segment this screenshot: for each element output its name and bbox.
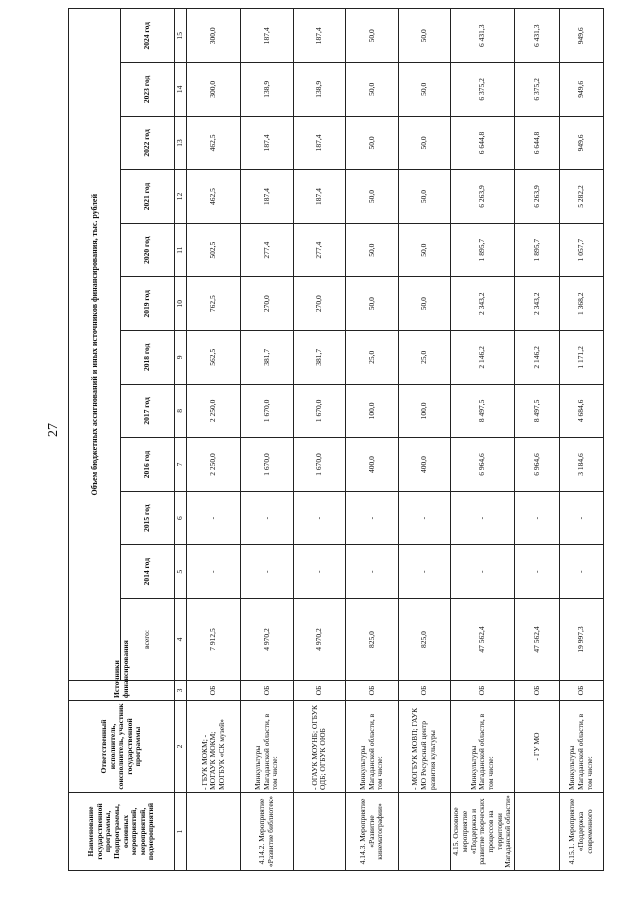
header-total: всего:	[121, 599, 175, 681]
header-year: 2014 год	[121, 545, 175, 599]
row-name: 4.15. Основное мероприятие «Поддержка и развитие творческих процессов на территории Магаданской области»	[450, 793, 514, 871]
row-source: ОБ	[187, 681, 241, 701]
cell-value: 187,4	[241, 9, 293, 63]
header-year: 2020 год	[121, 223, 175, 277]
cell-value: 3 184,6	[559, 438, 603, 492]
cell-value: -	[187, 491, 241, 545]
cell-value: 6 964,6	[450, 438, 514, 492]
row-total: 825,0	[346, 599, 398, 681]
row-total: 47 562,4	[515, 599, 559, 681]
column-number: 15	[175, 9, 187, 63]
row-name: 4.14.2. Мероприятие «Развитие библиотек»	[241, 793, 293, 871]
column-number: 2	[175, 701, 187, 793]
row-name	[293, 793, 345, 871]
column-number: 14	[175, 63, 187, 117]
cell-value: 25,0	[346, 331, 398, 385]
row-total: 7 912,5	[187, 599, 241, 681]
cell-value: 1 171,2	[559, 331, 603, 385]
row-total: 825,0	[398, 599, 450, 681]
row-executor: - ГУ МО	[515, 701, 559, 793]
cell-value: 50,0	[398, 63, 450, 117]
cell-value: 4 684,6	[559, 384, 603, 438]
row-name	[187, 793, 241, 871]
table-row	[515, 9, 559, 871]
cell-value: 270,0	[241, 277, 293, 331]
cell-value: -	[241, 491, 293, 545]
cell-value: 400,0	[398, 438, 450, 492]
table-row	[346, 9, 398, 871]
column-number: 9	[175, 331, 187, 385]
cell-value: 187,4	[293, 116, 345, 170]
cell-value: 50,0	[346, 223, 398, 277]
cell-value: -	[346, 545, 398, 599]
cell-value: 381,7	[241, 331, 293, 385]
table-row	[398, 9, 450, 871]
cell-value: 1 670,0	[241, 384, 293, 438]
cell-value: 1 895,7	[515, 223, 559, 277]
cell-value: -	[398, 545, 450, 599]
header-funding: Объем бюджетных ассигнований и иных источников финансирования, тыс. рублей	[69, 9, 121, 681]
cell-value: 50,0	[346, 9, 398, 63]
cell-value: 6 263,9	[450, 170, 514, 224]
cell-value: 6 644,8	[515, 116, 559, 170]
row-source: ОБ	[346, 681, 398, 701]
column-number: 8	[175, 384, 187, 438]
cell-value: 1 368,2	[559, 277, 603, 331]
cell-value: -	[515, 545, 559, 599]
cell-value: -	[450, 491, 514, 545]
cell-value: -	[515, 491, 559, 545]
cell-value: 50,0	[346, 116, 398, 170]
header-source: Источники финансирования	[69, 681, 175, 701]
row-executor: Минкультуры Магаданской области, в том числе:	[346, 701, 398, 793]
row-source: ОБ	[398, 681, 450, 701]
cell-value: 100,0	[398, 384, 450, 438]
table-row	[293, 9, 345, 871]
cell-value: 50,0	[398, 9, 450, 63]
row-source: ОБ	[515, 681, 559, 701]
cell-value: -	[559, 545, 603, 599]
cell-value: -	[241, 545, 293, 599]
column-number: 11	[175, 223, 187, 277]
column-number: 5	[175, 545, 187, 599]
row-executor: - ГБУК МОКМ; - МОГАУК МОКМ; МОГБУК «СК музей»	[187, 701, 241, 793]
cell-value: 400,0	[346, 438, 398, 492]
cell-value: 1 670,0	[241, 438, 293, 492]
cell-value: -	[187, 545, 241, 599]
cell-value: 6 375,2	[450, 63, 514, 117]
row-source: ОБ	[241, 681, 293, 701]
header-year: 2024 год	[121, 9, 175, 63]
header-name: Наименование государственной программы, Подпрограммы, основных мероприятий, мероприятий, подмероприятий	[69, 793, 175, 871]
header-year: 2022 год	[121, 116, 175, 170]
cell-value: 1 670,0	[293, 438, 345, 492]
table-row	[450, 9, 514, 871]
row-total: 19 997,3	[559, 599, 603, 681]
table-row	[187, 9, 241, 871]
column-number: 3	[175, 681, 187, 701]
cell-value: 762,5	[187, 277, 241, 331]
cell-value: 2 250,0	[187, 384, 241, 438]
header-year: 2018 год	[121, 331, 175, 385]
cell-value: 277,4	[293, 223, 345, 277]
table-row	[559, 9, 603, 871]
column-number: 12	[175, 170, 187, 224]
cell-value: 381,7	[293, 331, 345, 385]
cell-value: 300,0	[187, 9, 241, 63]
cell-value: 1 670,0	[293, 384, 345, 438]
cell-value: -	[398, 491, 450, 545]
header-year: 2017 год	[121, 384, 175, 438]
row-executor: Минкультуры Магаданской области, в том числе:	[559, 701, 603, 793]
cell-value: 138,9	[241, 63, 293, 117]
cell-value: 502,5	[187, 223, 241, 277]
row-name: 4.15.1. Мероприятие «Поддержка современного	[559, 793, 603, 871]
cell-value: -	[450, 545, 514, 599]
table-row	[241, 9, 293, 871]
cell-value: 187,4	[293, 9, 345, 63]
header-year: 2019 год	[121, 277, 175, 331]
cell-value: -	[559, 491, 603, 545]
cell-value: -	[346, 491, 398, 545]
cell-value: 50,0	[346, 277, 398, 331]
cell-value: 2 343,2	[515, 277, 559, 331]
row-source: ОБ	[450, 681, 514, 701]
cell-value: 138,9	[293, 63, 345, 117]
row-executor: - ОГАУК МОУНБ; ОГБУК ОДБ; ОГБУК ОЮБ	[293, 701, 345, 793]
row-source: ОБ	[559, 681, 603, 701]
rotated-table-container	[68, 9, 604, 871]
row-total: 4 970,2	[293, 599, 345, 681]
cell-value: 1 057,7	[559, 223, 603, 277]
cell-value: 5 282,2	[559, 170, 603, 224]
column-number: 1	[175, 793, 187, 871]
header-year: 2016 год	[121, 438, 175, 492]
row-executor: - МОГБУК МОВП; ГАУК МО Ресурсный центр развития культуры	[398, 701, 450, 793]
row-name	[515, 793, 559, 871]
cell-value: -	[293, 545, 345, 599]
cell-value: 25,0	[398, 331, 450, 385]
column-number: 10	[175, 277, 187, 331]
cell-value: 1 895,7	[450, 223, 514, 277]
cell-value: 949,6	[559, 116, 603, 170]
cell-value: 2 250,0	[187, 438, 241, 492]
row-executor: Минкультуры Магаданской области, в том числе:	[450, 701, 514, 793]
cell-value: 300,0	[187, 63, 241, 117]
cell-value: 2 146,2	[515, 331, 559, 385]
cell-value: 6 431,3	[515, 9, 559, 63]
header-year: 2023 год	[121, 63, 175, 117]
cell-value: 6 964,6	[515, 438, 559, 492]
cell-value: 270,0	[293, 277, 345, 331]
cell-value: 562,5	[187, 331, 241, 385]
cell-value: 277,4	[241, 223, 293, 277]
row-name: 4.14.3. Мероприятие «Развитие кинематографии»	[346, 793, 398, 871]
cell-value: 949,6	[559, 63, 603, 117]
page-number: 27	[46, 423, 61, 437]
cell-value: 50,0	[398, 116, 450, 170]
cell-value: 462,5	[187, 116, 241, 170]
cell-value: 100,0	[346, 384, 398, 438]
cell-value: 6 644,8	[450, 116, 514, 170]
cell-value: 6 263,9	[515, 170, 559, 224]
column-number: 4	[175, 599, 187, 681]
row-executor: Минкультуры Магаданской области, в том числе:	[241, 701, 293, 793]
cell-value: 50,0	[398, 170, 450, 224]
row-total: 4 970,2	[241, 599, 293, 681]
cell-value: 50,0	[398, 277, 450, 331]
cell-value: 6 375,2	[515, 63, 559, 117]
row-source: ОБ	[293, 681, 345, 701]
cell-value: 50,0	[398, 223, 450, 277]
column-number: 13	[175, 116, 187, 170]
cell-value: 462,5	[187, 170, 241, 224]
cell-value: 2 146,2	[450, 331, 514, 385]
cell-value: 8 497,5	[450, 384, 514, 438]
cell-value: 50,0	[346, 63, 398, 117]
cell-value: 6 431,3	[450, 9, 514, 63]
cell-value: 187,4	[241, 116, 293, 170]
header-executor: Ответственный исполнитель, соисполнитель, участник государственной программы	[69, 701, 175, 793]
column-number: 6	[175, 491, 187, 545]
column-number: 7	[175, 438, 187, 492]
cell-value: 949,6	[559, 9, 603, 63]
header-year: 2015 год	[121, 491, 175, 545]
cell-value: 187,4	[241, 170, 293, 224]
funding-table	[68, 8, 604, 871]
cell-value: -	[293, 491, 345, 545]
cell-value: 187,4	[293, 170, 345, 224]
row-total: 47 562,4	[450, 599, 514, 681]
cell-value: 50,0	[346, 170, 398, 224]
row-name	[398, 793, 450, 871]
cell-value: 8 497,5	[515, 384, 559, 438]
cell-value: 2 343,2	[450, 277, 514, 331]
header-year: 2021 год	[121, 170, 175, 224]
